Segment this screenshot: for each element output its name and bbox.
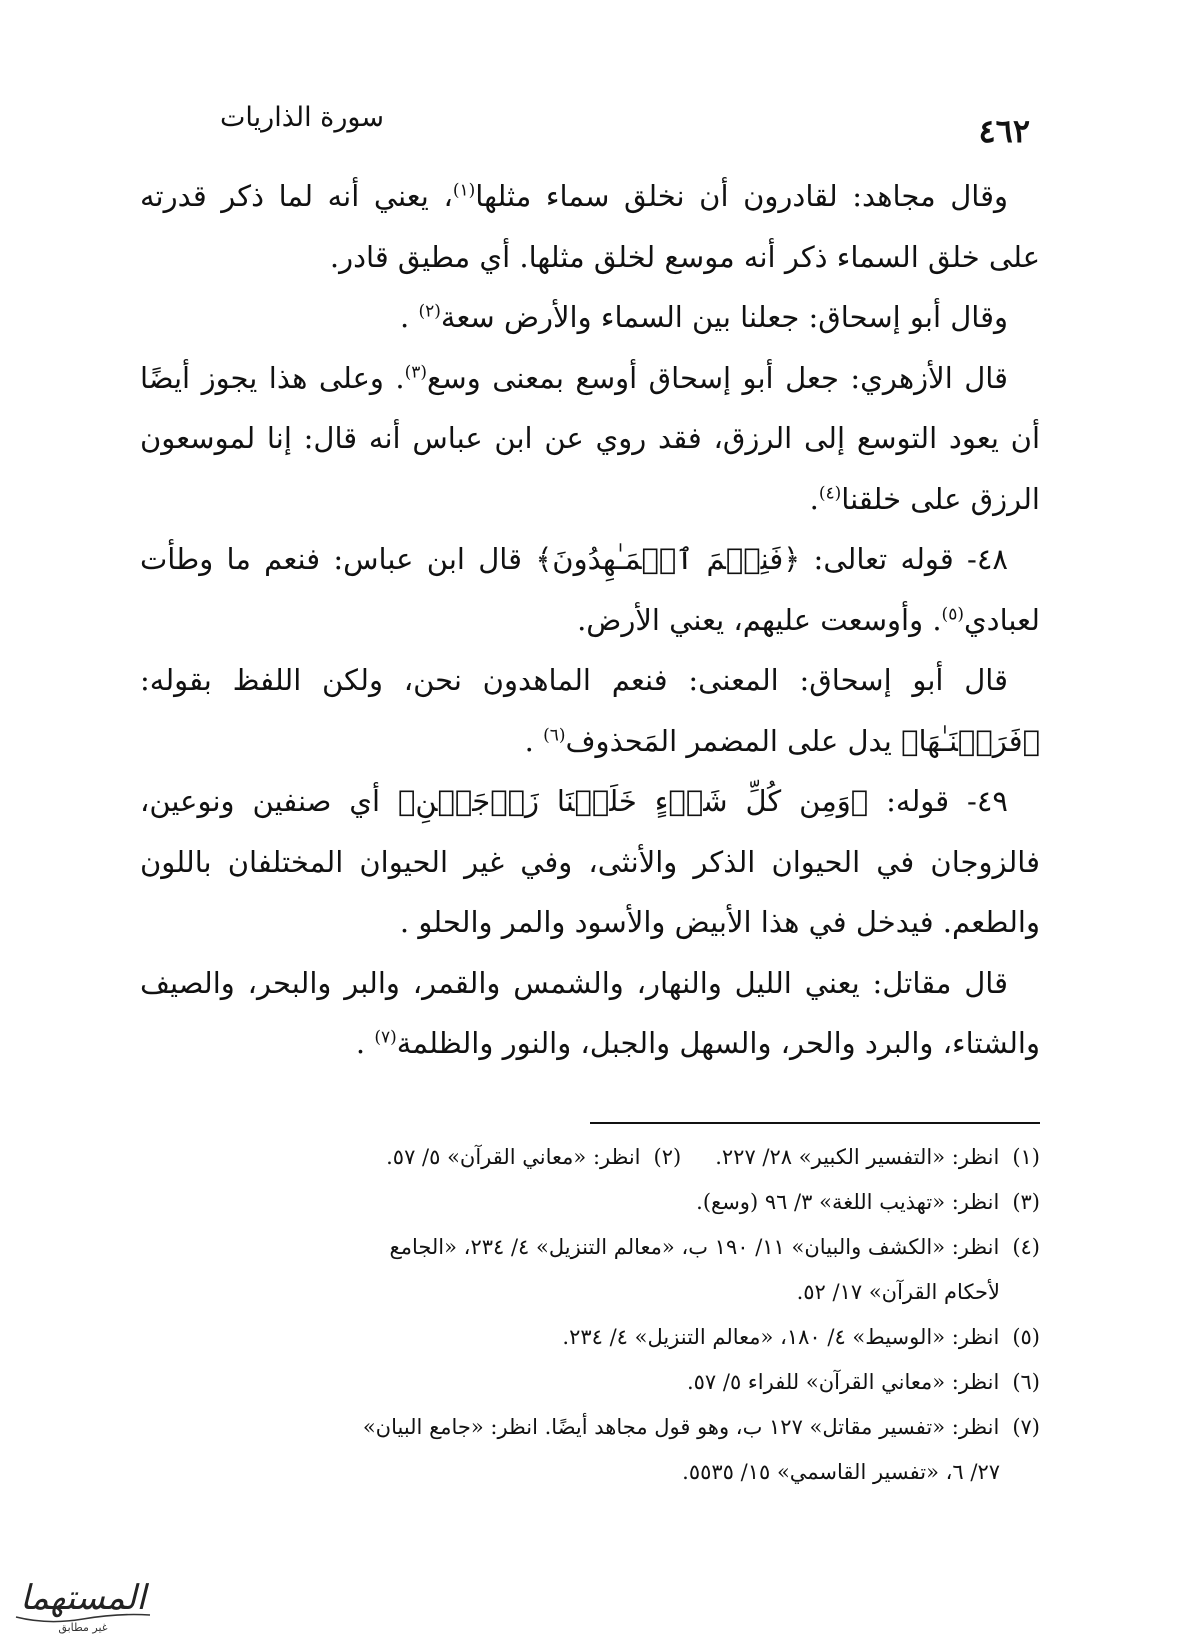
footnote-ref-1[interactable]: (١) xyxy=(452,180,476,201)
footnotes xyxy=(140,1135,1040,1495)
quran-quote: ﴿فَرَشۡنَـٰهَا﴾ xyxy=(901,723,1040,758)
footnote-ref-4[interactable]: (٤) xyxy=(818,482,842,503)
paragraph-verse-49: ٤٩- قوله: ﴿وَمِن كُلِّ شَىۡءٍ خَلَقۡنَا زَوۡجَيۡنِ﴾ أي صنفين ونوعين، فالزوجان في الحيوان الذكر والأنثى، وفي غير الحيوان المختلفان باللون والطعم. فيدخل في هذا الأبيض والأسود والمر والحلو . xyxy=(140,784,1040,939)
footnote-ref-7[interactable]: (٧) xyxy=(374,1027,397,1048)
stamp-sub-text: غير مطابق xyxy=(58,1621,108,1634)
publisher-stamp-logo xyxy=(8,1565,158,1640)
running-title: سورة الذاريات xyxy=(220,102,384,133)
paragraph-verse-48: ٤٨- قوله تعالى: ﴿فَنِعۡمَ ٱلۡمَـٰهِدُونَ﴾ قال ابن عباس: فنعم ما وطأت لعبادي$^{(٥)}$. وأوسعت عليهم، يعني الأرض. xyxy=(140,542,1040,637)
footnote-divider xyxy=(590,1122,1040,1124)
paragraph-mujahid: وقال مجاهد: لقادرون أن نخلق سماء مثلها$^{(١)}$، يعني أنه لما ذكر قدرته على خلق السماء ذكر أنه موسع لخلق مثلها. أي مطيق قادر. xyxy=(140,179,1040,274)
stamp-main-text: المستهما xyxy=(20,1578,146,1618)
footnote-ref-3[interactable]: (٣) xyxy=(404,361,427,382)
footnote-4-continuation: لأحكام القرآن» ١٧/ ٥٢. xyxy=(796,1280,1000,1304)
quran-quote: ﴿فَنِعۡمَ ٱلۡمَـٰهِدُونَ﴾ xyxy=(535,542,801,576)
paragraph-azhari: قال الأزهري: جعل أبو إسحاق أوسع بمعنى وسع$^{(٣)}$. وعلى هذا يجوز أيضًا أن يعود التوسع إلى الرزق، فقد روي عن ابن عباس أنه قال: إنا لموسعون الرزق على خلقنا$^{(٤)}$. xyxy=(140,360,1040,516)
paragraph-abu-ishaq: وقال أبو إسحاق: جعلنا بين السماء والأرض سعة$^{(٢)}$ . xyxy=(400,300,1008,334)
footnote-7-continuation: ٢٧/ ٦، «تفسير القاسمي» ١٥/ ٥٥٣٥. xyxy=(682,1460,1000,1484)
footnote-1-2: (١) انظر: «التفسير الكبير» ٢٨/ ٢٢٧.(٢) انظر: «معاني القرآن» ٥/ ٥٧. xyxy=(386,1145,1040,1169)
paragraph-abu-ishaq-meaning: قال أبو إسحاق: المعنى: فنعم الماهدون نحن، ولكن اللفظ بقوله: ﴿فَرَشۡنَـٰهَا﴾ يدل على المضمر المَحذوف$^{(٦)}$ . xyxy=(140,663,1040,758)
main-text xyxy=(140,166,1040,1074)
footnote-ref-2[interactable]: (٢) xyxy=(418,301,441,322)
footnote-5: (٥) انظر: «الوسيط» ٤/ ١٨٠، «معالم التنزيل» ٤/ ٢٣٤. xyxy=(562,1325,1040,1349)
footnote-3: (٣) انظر: «تهذيب اللغة» ٣/ ٩٦ (وسع). xyxy=(696,1190,1040,1214)
paragraph-muqatil: قال مقاتل: يعني الليل والنهار، والشمس والقمر، والبر والبحر، والصيف والشتاء، والبرد والحر، والسهل والجبل، والنور والظلمة$^{(٧)}$ . xyxy=(140,965,1040,1060)
footnote-7: (٧) انظر: «تفسير مقاتل» ١٢٧ ب، وهو قول مجاهد أيضًا. انظر: «جامع البيان» xyxy=(362,1415,1040,1439)
footnote-6: (٦) انظر: «معاني القرآن» للفراء ٥/ ٥٧. xyxy=(686,1370,1040,1394)
quran-quote: ﴿وَمِن كُلِّ شَىۡءٍ خَلَقۡنَا زَوۡجَيۡنِ﴾ xyxy=(397,784,869,818)
page-number: ٤٦٢ xyxy=(978,112,1030,150)
footnote-ref-6[interactable]: (٦) xyxy=(543,724,566,745)
footnote-ref-5[interactable]: (٥) xyxy=(941,603,964,624)
footnote-4: (٤) انظر: «الكشف والبيان» ١١/ ١٩٠ ب، «معالم التنزيل» ٤/ ٢٣٤، «الجامع xyxy=(389,1235,1040,1259)
